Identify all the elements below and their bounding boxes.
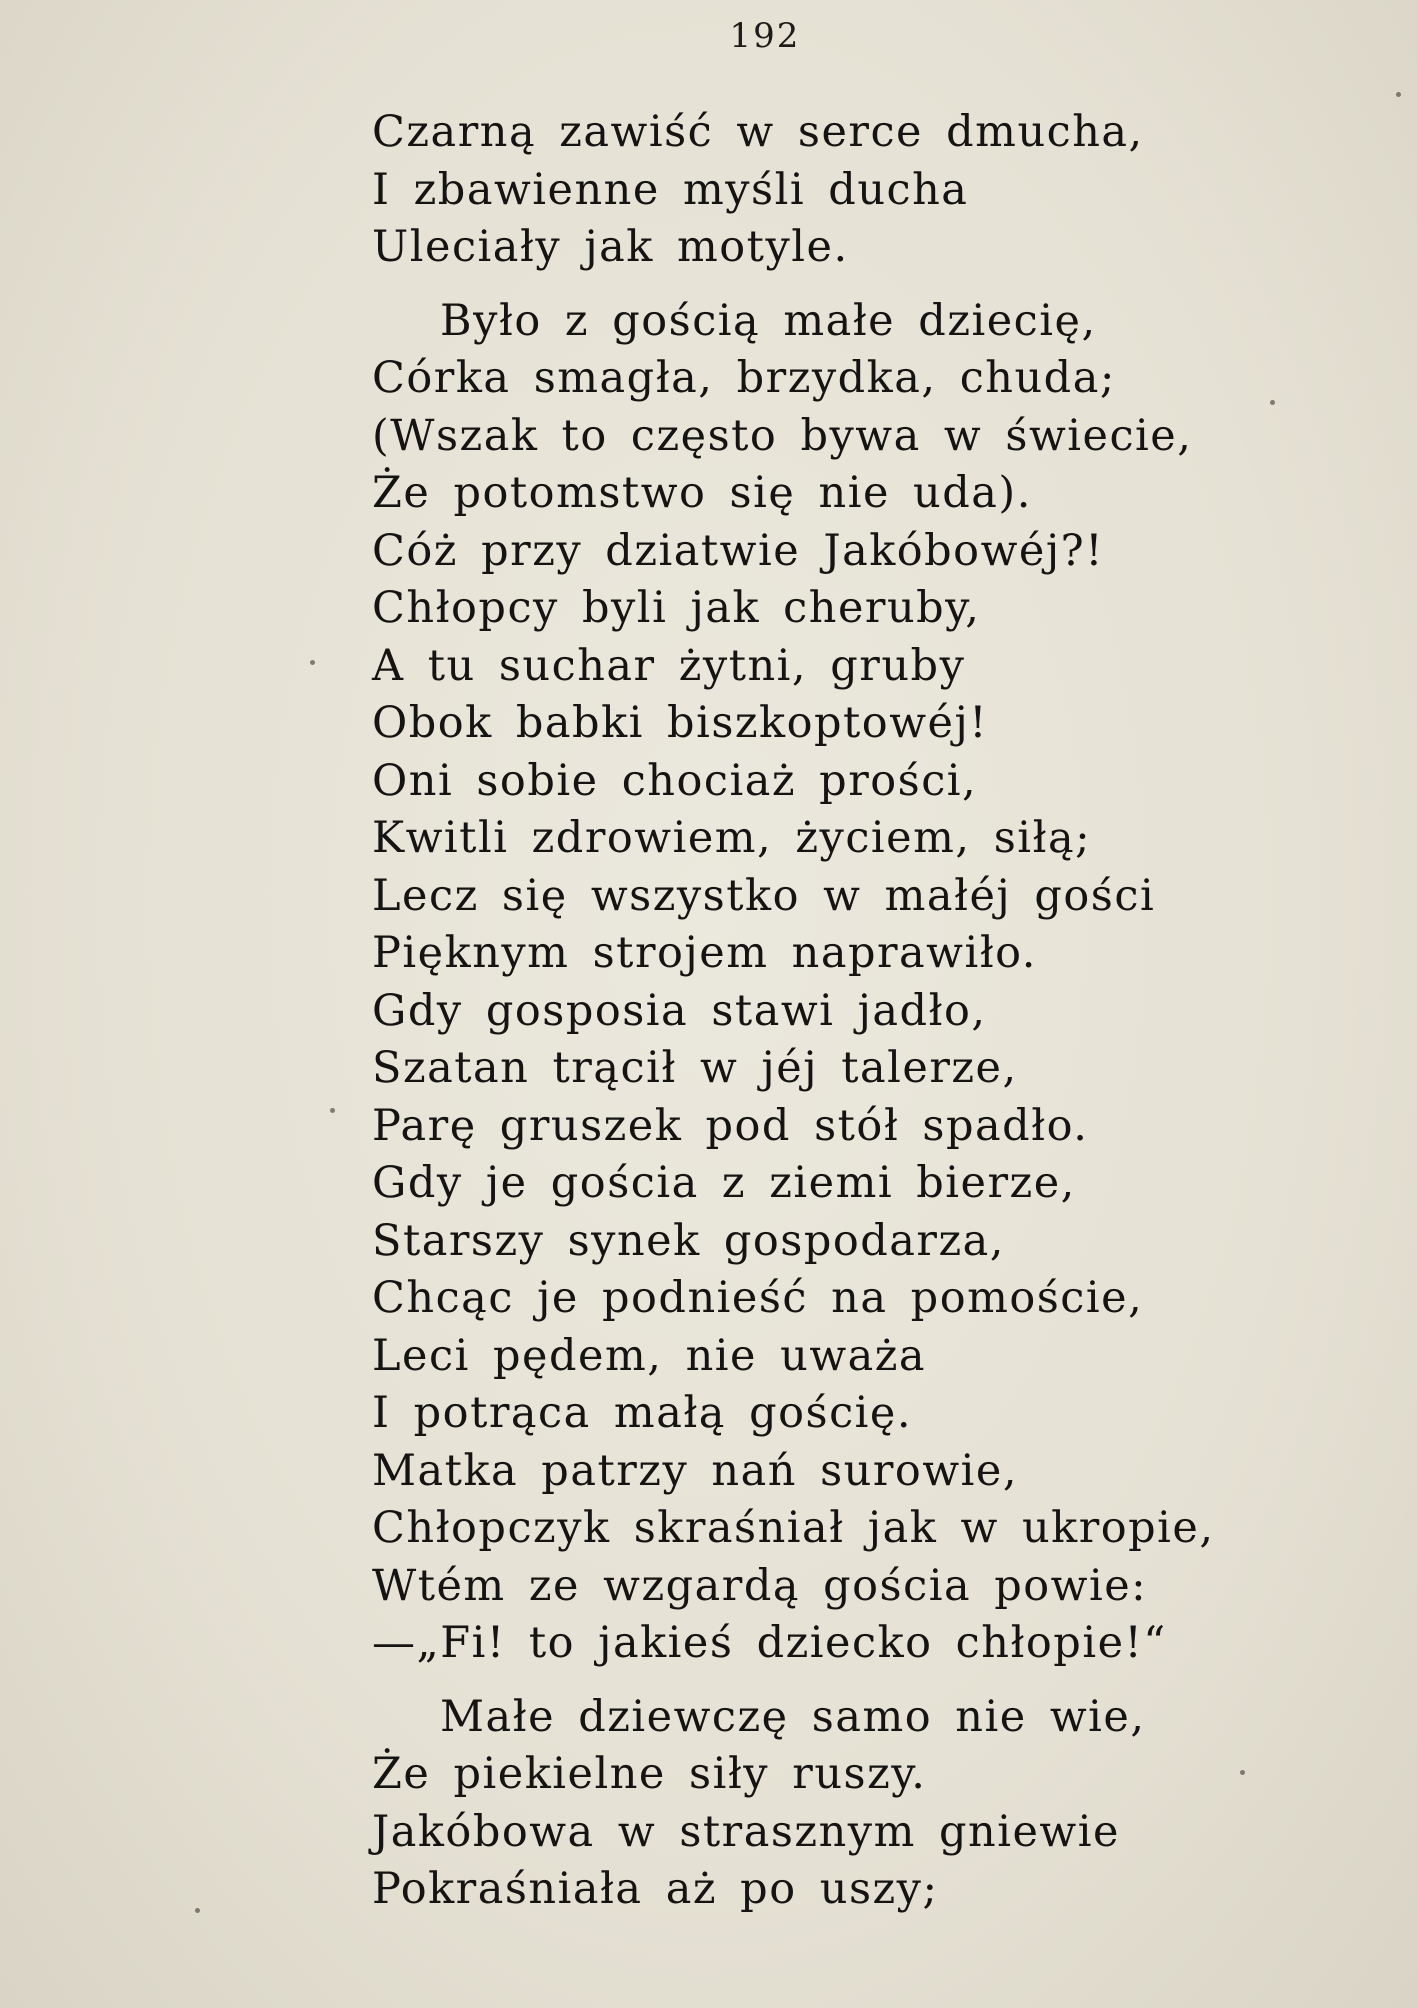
stanza-gap bbox=[372, 277, 1215, 293]
poem-line: I potrąca małą gościę. bbox=[372, 1388, 913, 1438]
stanza-2 bbox=[372, 293, 1215, 1673]
poem-line: I zbawienne myśli ducha bbox=[372, 164, 969, 215]
stanza-gap bbox=[372, 1673, 1215, 1689]
poem-line: Czarną zawiść w serce dmucha, bbox=[372, 107, 1144, 157]
poem-line: Wtém ze wzgardą gościa powie: bbox=[372, 1560, 1148, 1611]
poem-line: Cóż przy dziatwie Jakóbowéj?! bbox=[372, 525, 1104, 576]
poem-line: Jakóbowa w strasznym gniewie bbox=[372, 1806, 1120, 1857]
poem-line: —„Fi! to jakieś dziecko chłopie!“ bbox=[372, 1618, 1167, 1668]
poem-line: Oni sobie chociaż prości, bbox=[372, 755, 978, 806]
paper-speck bbox=[330, 1108, 335, 1113]
paper-speck bbox=[310, 660, 315, 665]
paper-speck bbox=[1270, 400, 1275, 405]
poem-line: Córka smagła, brzydka, chuda; bbox=[372, 353, 1116, 403]
poem-line: (Wszak to często bywa w świecie, bbox=[372, 410, 1193, 461]
stanza-1 bbox=[372, 104, 1215, 277]
poem-line: Pięknym strojem naprawiło. bbox=[372, 928, 1037, 978]
poem-line: Lecz się wszystko w małéj gości bbox=[372, 870, 1156, 921]
poem-line: Pokraśniała aż po uszy; bbox=[372, 1864, 939, 1914]
paper-speck bbox=[1240, 1770, 1245, 1775]
poem-line: Gdy gosposia stawi jadło, bbox=[372, 985, 987, 1036]
poem-line: Kwitli zdrowiem, życiem, siłą; bbox=[372, 813, 1092, 863]
paper-speck bbox=[1396, 92, 1401, 97]
poem-line: A tu suchar żytni, gruby bbox=[372, 640, 966, 691]
poem-line: Było z gością małe dziecię, bbox=[440, 295, 1097, 346]
poem-text bbox=[372, 104, 1215, 1919]
poem-line: Chcąc je podnieść na pomoście, bbox=[372, 1273, 1144, 1323]
poem-line: Małe dziewczę samo nie wie, bbox=[440, 1691, 1146, 1742]
poem-line: Matka patrzy nań surowie, bbox=[372, 1445, 1018, 1496]
poem-line: Że potomstwo się nie uda). bbox=[372, 468, 1032, 518]
page-number: 192 bbox=[729, 16, 801, 56]
poem-line: Obok babki biszkoptowéj! bbox=[372, 698, 989, 748]
poem-line: Gdy je gościa z ziemi bierze, bbox=[372, 1158, 1076, 1208]
poem-line: Parę gruszek pod stół spadło. bbox=[372, 1100, 1089, 1151]
poem-line: Że piekielne siły ruszy. bbox=[372, 1749, 927, 1799]
poem-line: Chłopczyk skraśniał jak w ukropie, bbox=[372, 1503, 1215, 1553]
poem-line: Szatan trącił w jéj talerze, bbox=[372, 1043, 1018, 1093]
stanza-3 bbox=[372, 1689, 1215, 1919]
paper-speck bbox=[195, 1908, 200, 1913]
poem-line: Uleciały jak motyle. bbox=[372, 222, 849, 272]
poem-line: Chłopcy byli jak cheruby, bbox=[372, 583, 981, 633]
poem-line: Leci pędem, nie uważa bbox=[372, 1330, 927, 1381]
poem-line: Starszy synek gospodarza, bbox=[372, 1215, 1005, 1266]
